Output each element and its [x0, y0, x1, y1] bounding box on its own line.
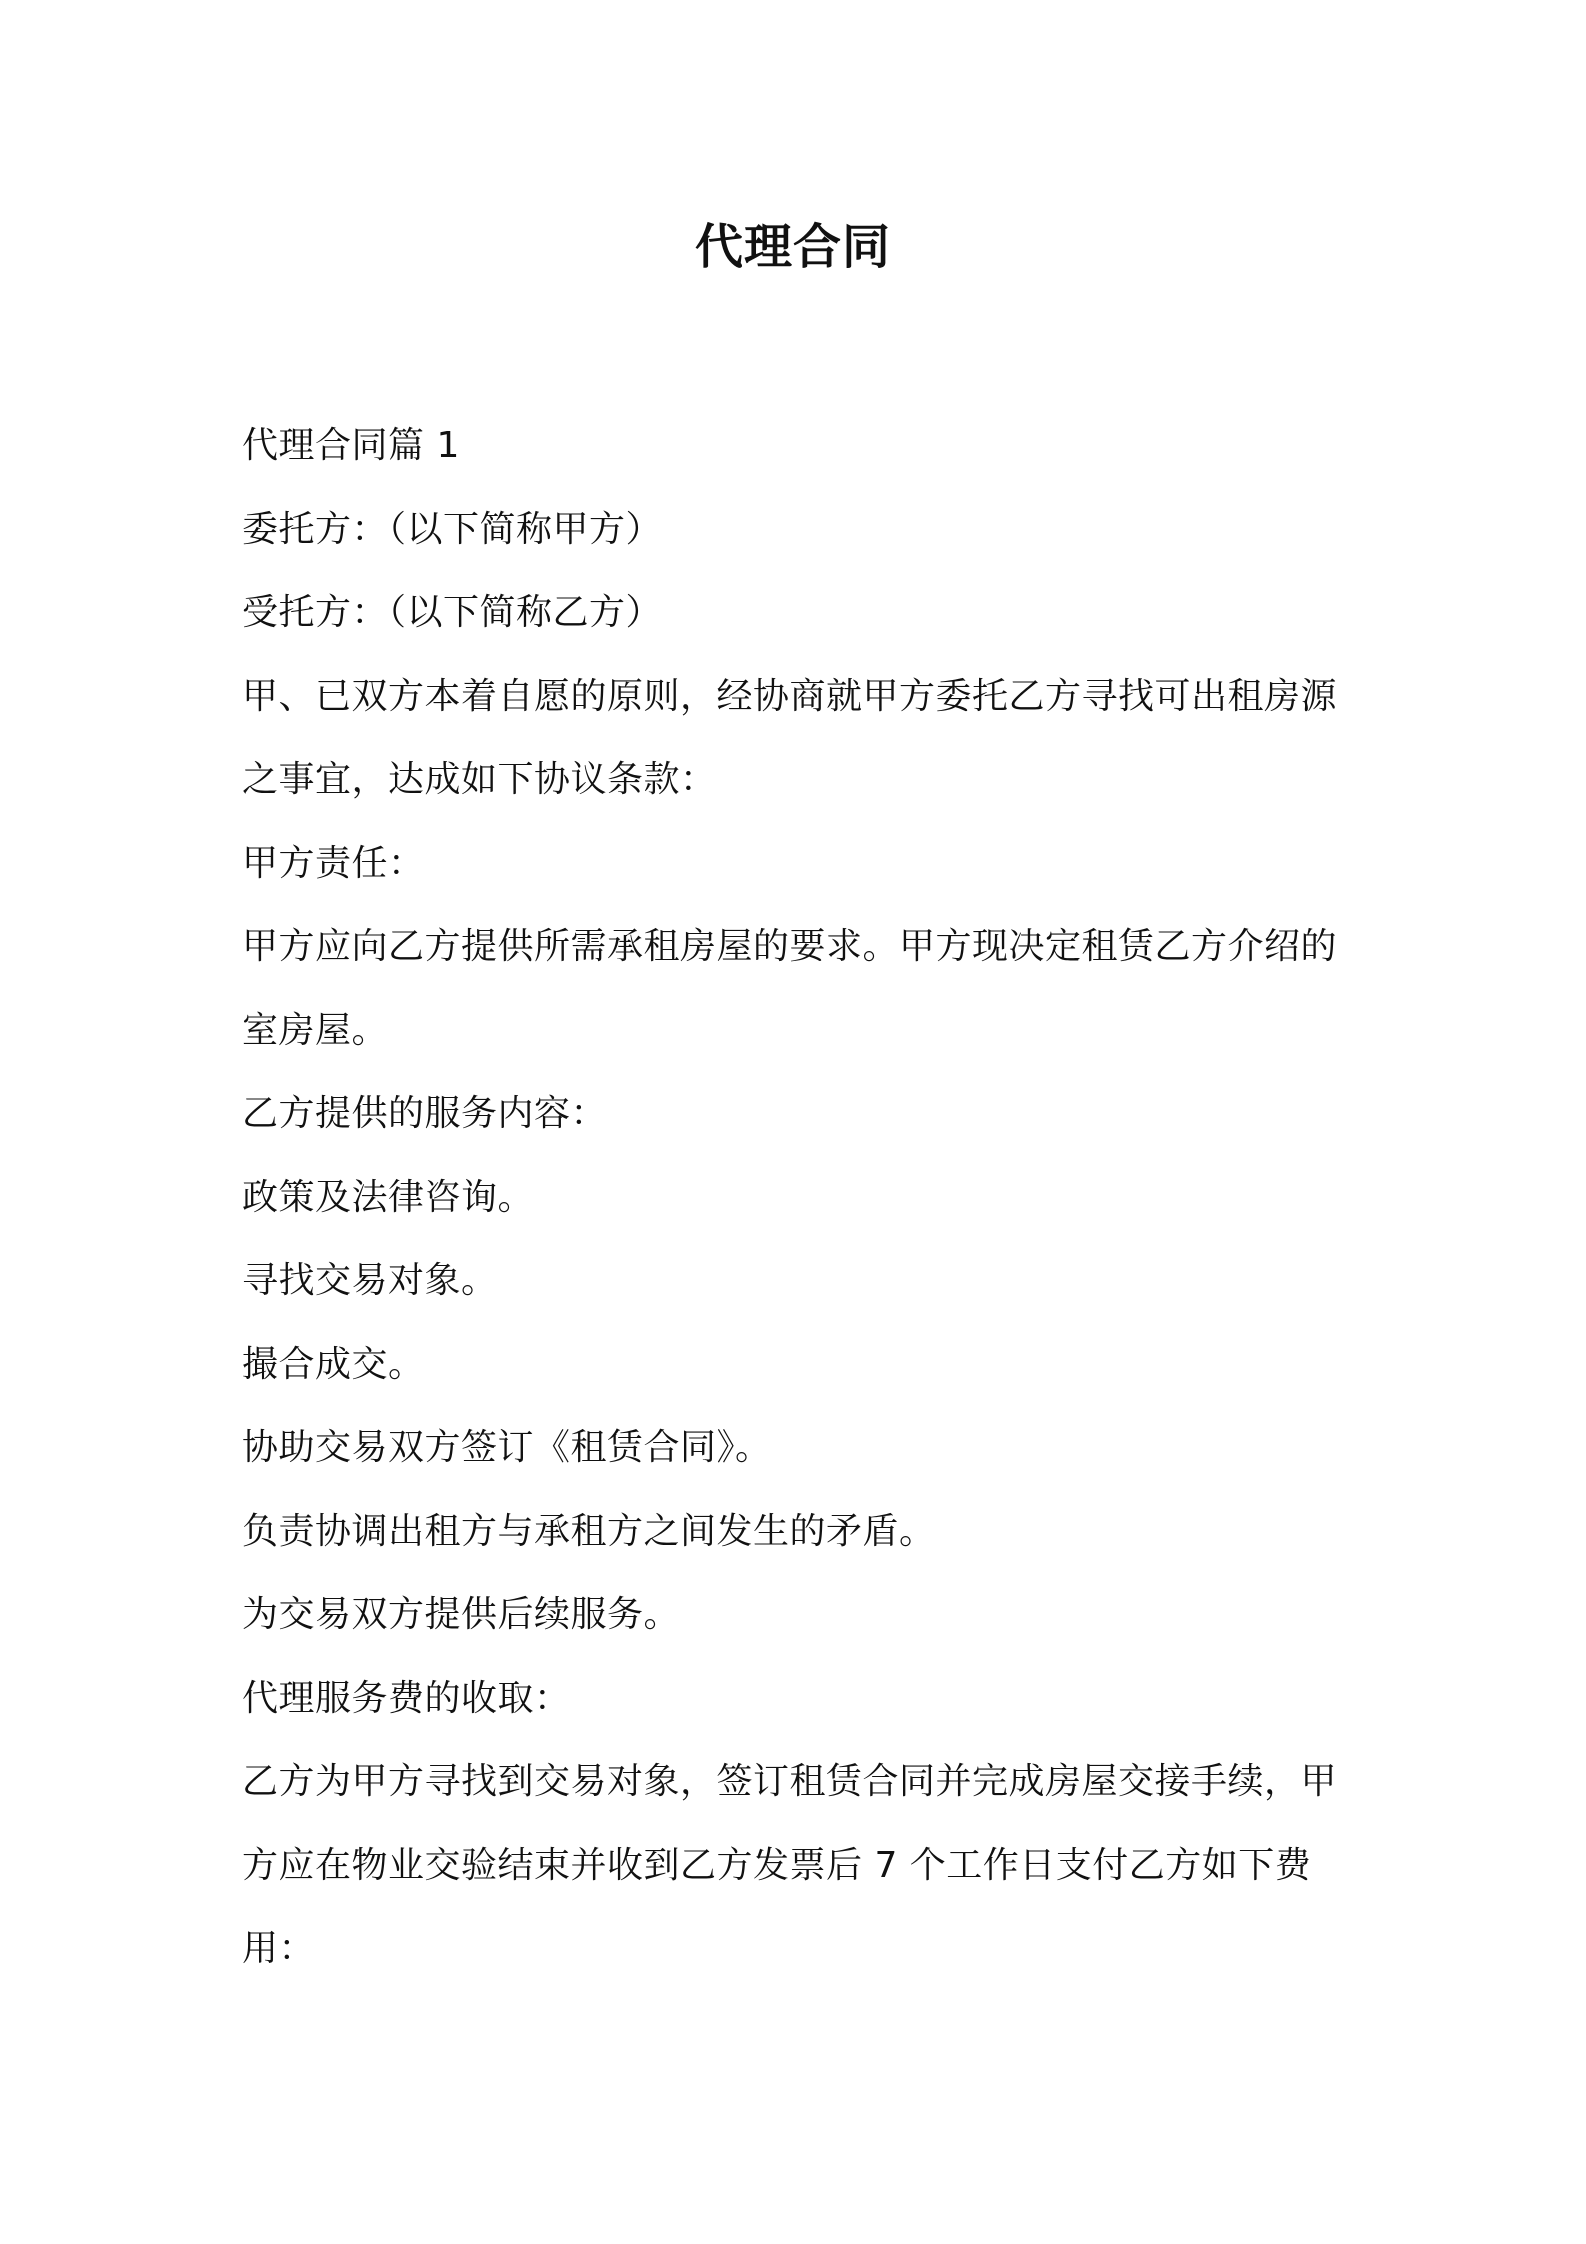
- paragraph-line: 用：: [242, 1928, 316, 1969]
- service-item: 寻找交易对象。: [242, 1260, 498, 1301]
- service-item: 撮合成交。: [242, 1343, 425, 1385]
- service-item: 协助交易双方签订《租赁合同》。: [242, 1427, 772, 1468]
- paragraph-line: 方应在物业交验结束并收到乙方发票后 7 个工作日支付乙方如下费: [242, 1844, 1312, 1886]
- document-body: [242, 404, 1362, 1991]
- party-a-line: 委托方：（以下简称甲方）: [242, 508, 663, 550]
- clause-heading: 代理服务费的收取：: [242, 1677, 571, 1719]
- paragraph-line: 室房屋。: [242, 1009, 389, 1051]
- service-item: 政策及法律咨询。: [242, 1176, 535, 1218]
- clause-heading: 乙方提供的服务内容：: [242, 1093, 608, 1134]
- clause-heading: 甲方责任：: [242, 842, 425, 884]
- service-item: 为交易双方提供后续服务。: [242, 1594, 681, 1635]
- paragraph-line: 乙方为甲方寻找到交易对象，签订租赁合同并完成房屋交接手续，甲: [242, 1761, 1338, 1802]
- document-title: 代理合同: [694, 219, 891, 275]
- section-heading: 代理合同篇 1: [242, 425, 460, 466]
- service-item: 负责协调出租方与承租方之间发生的矛盾。: [242, 1510, 936, 1552]
- paragraph-line: 甲方应向乙方提供所需承租房屋的要求。甲方现决定租赁乙方介绍的: [242, 926, 1338, 967]
- paragraph-line: 之事宜，达成如下协议条款：: [242, 759, 717, 800]
- party-b-line: 受托方：（以下简称乙方）: [242, 592, 663, 633]
- paragraph-line: 甲、已双方本着自愿的原则，经协商就甲方委托乙方寻找可出租房源: [242, 675, 1338, 717]
